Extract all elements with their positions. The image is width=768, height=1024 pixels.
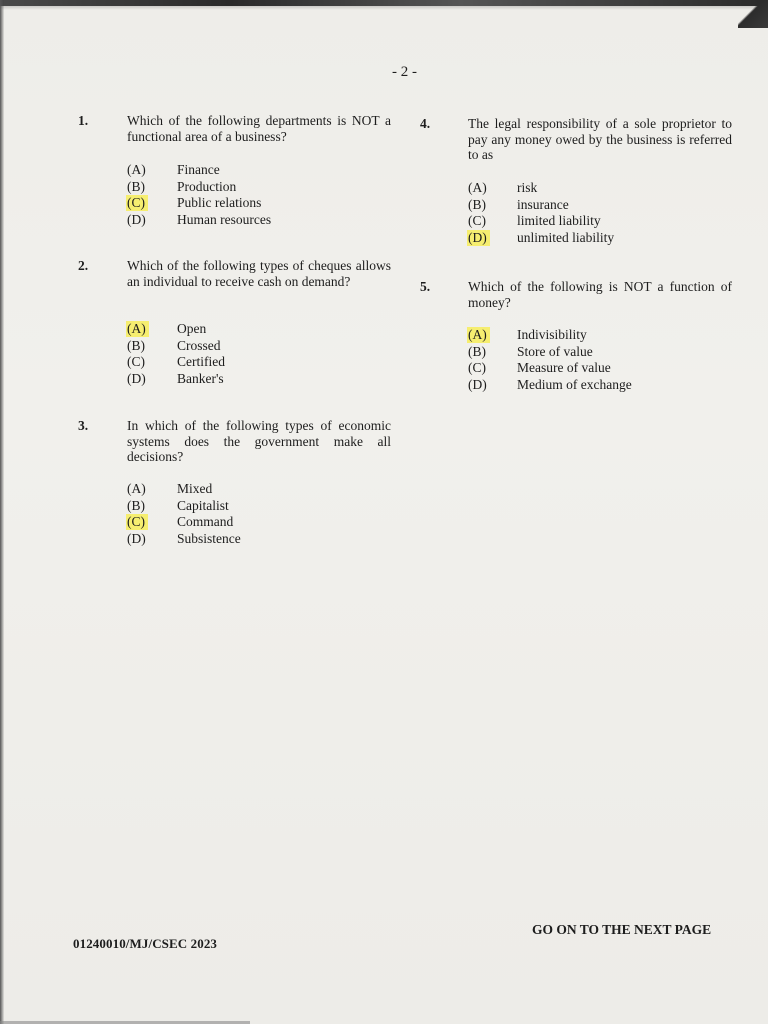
options-list: [127, 481, 387, 547]
option-letter: (B): [127, 178, 145, 194]
options-list: [127, 321, 387, 387]
option-c[interactable]: [468, 213, 728, 230]
option-b[interactable]: [468, 344, 728, 361]
option-letter: (C): [468, 213, 486, 228]
option-text: Human resources: [177, 211, 272, 227]
go-on-next-page: GO ON TO THE NEXT PAGE: [532, 922, 712, 937]
option-b[interactable]: [468, 197, 728, 214]
option-c[interactable]: [127, 514, 387, 531]
option-text: Store of value: [517, 343, 593, 359]
option-text: Public relations: [177, 195, 262, 210]
options-list: [468, 180, 728, 246]
option-c[interactable]: [468, 360, 728, 377]
option-letter: (B): [127, 337, 145, 353]
option-a[interactable]: [127, 321, 387, 338]
option-letter: (C): [127, 354, 145, 369]
question-number: 3.: [78, 418, 89, 433]
option-a[interactable]: [468, 180, 728, 197]
option-letter: (B): [468, 343, 486, 359]
option-letter-highlighted: (D): [467, 230, 490, 246]
option-a[interactable]: [127, 162, 387, 179]
question-text: The legal responsibility of a sole proprietor to pay any money owed by the business is referred to as: [468, 116, 732, 162]
option-text: Banker's: [177, 370, 224, 386]
option-letter: (A): [127, 481, 146, 496]
scan-left-edge: [0, 0, 4, 1024]
option-text: Capitalist: [177, 497, 229, 513]
option-letter: (A): [468, 180, 487, 195]
scan-corner: [738, 0, 768, 28]
option-letter: (D): [127, 370, 146, 386]
option-text: Command: [177, 514, 234, 529]
option-text: Certified: [177, 354, 225, 369]
option-text: Measure of value: [517, 360, 611, 375]
option-b[interactable]: [127, 338, 387, 355]
question-text: Which of the following is NOT a function of money?: [468, 279, 732, 310]
option-d[interactable]: [127, 531, 387, 548]
option-text: Indivisibility: [517, 327, 587, 342]
question-number: 5.: [420, 279, 431, 294]
options-list: [468, 327, 728, 393]
scan-top-shadow: [0, 6, 768, 10]
option-b[interactable]: [127, 498, 387, 515]
option-b[interactable]: [127, 179, 387, 196]
option-d[interactable]: [127, 371, 387, 388]
option-text: unlimited liability: [517, 229, 615, 245]
option-a[interactable]: [127, 481, 387, 498]
option-letter: (A): [127, 162, 146, 177]
option-text: Mixed: [177, 481, 213, 496]
option-a[interactable]: [468, 327, 728, 344]
option-letter: (D): [127, 211, 146, 227]
option-text: insurance: [517, 196, 569, 212]
question-number: 4.: [420, 116, 431, 131]
option-d[interactable]: [127, 212, 387, 229]
option-letter: (C): [468, 360, 486, 375]
option-c[interactable]: [127, 354, 387, 371]
option-text: risk: [517, 180, 538, 195]
page-number: - 2 -: [392, 64, 417, 80]
question-number: 1.: [78, 113, 89, 128]
option-letter: (D): [127, 530, 146, 546]
option-d[interactable]: [468, 377, 728, 394]
question-text: Which of the following types of cheques allows an individual to receive cash on demand?: [127, 258, 391, 289]
options-list: [127, 162, 387, 228]
option-c[interactable]: [127, 195, 387, 212]
option-letter: (D): [468, 376, 487, 392]
option-text: limited liability: [517, 213, 601, 228]
option-letter-highlighted: (A): [126, 321, 149, 337]
exam-code: 01240010/MJ/CSEC 2023: [73, 936, 218, 951]
option-text: Open: [177, 321, 207, 336]
option-text: Finance: [177, 162, 220, 177]
option-text: Subsistence: [177, 530, 241, 546]
question-text: Which of the following departments is NOT a functional area of a business?: [127, 113, 391, 144]
question-number: 2.: [78, 258, 89, 273]
option-letter-highlighted: (C): [126, 514, 148, 530]
option-d[interactable]: [468, 230, 728, 247]
option-text: Production: [177, 178, 237, 194]
option-text: Crossed: [177, 337, 221, 353]
question-text: In which of the following types of economic systems does the government make all decisions?: [127, 418, 391, 464]
option-letter: (B): [468, 196, 486, 212]
option-letter-highlighted: (A): [467, 327, 490, 343]
option-letter: (B): [127, 497, 145, 513]
option-letter-highlighted: (C): [126, 195, 148, 211]
option-text: Medium of exchange: [517, 376, 632, 392]
